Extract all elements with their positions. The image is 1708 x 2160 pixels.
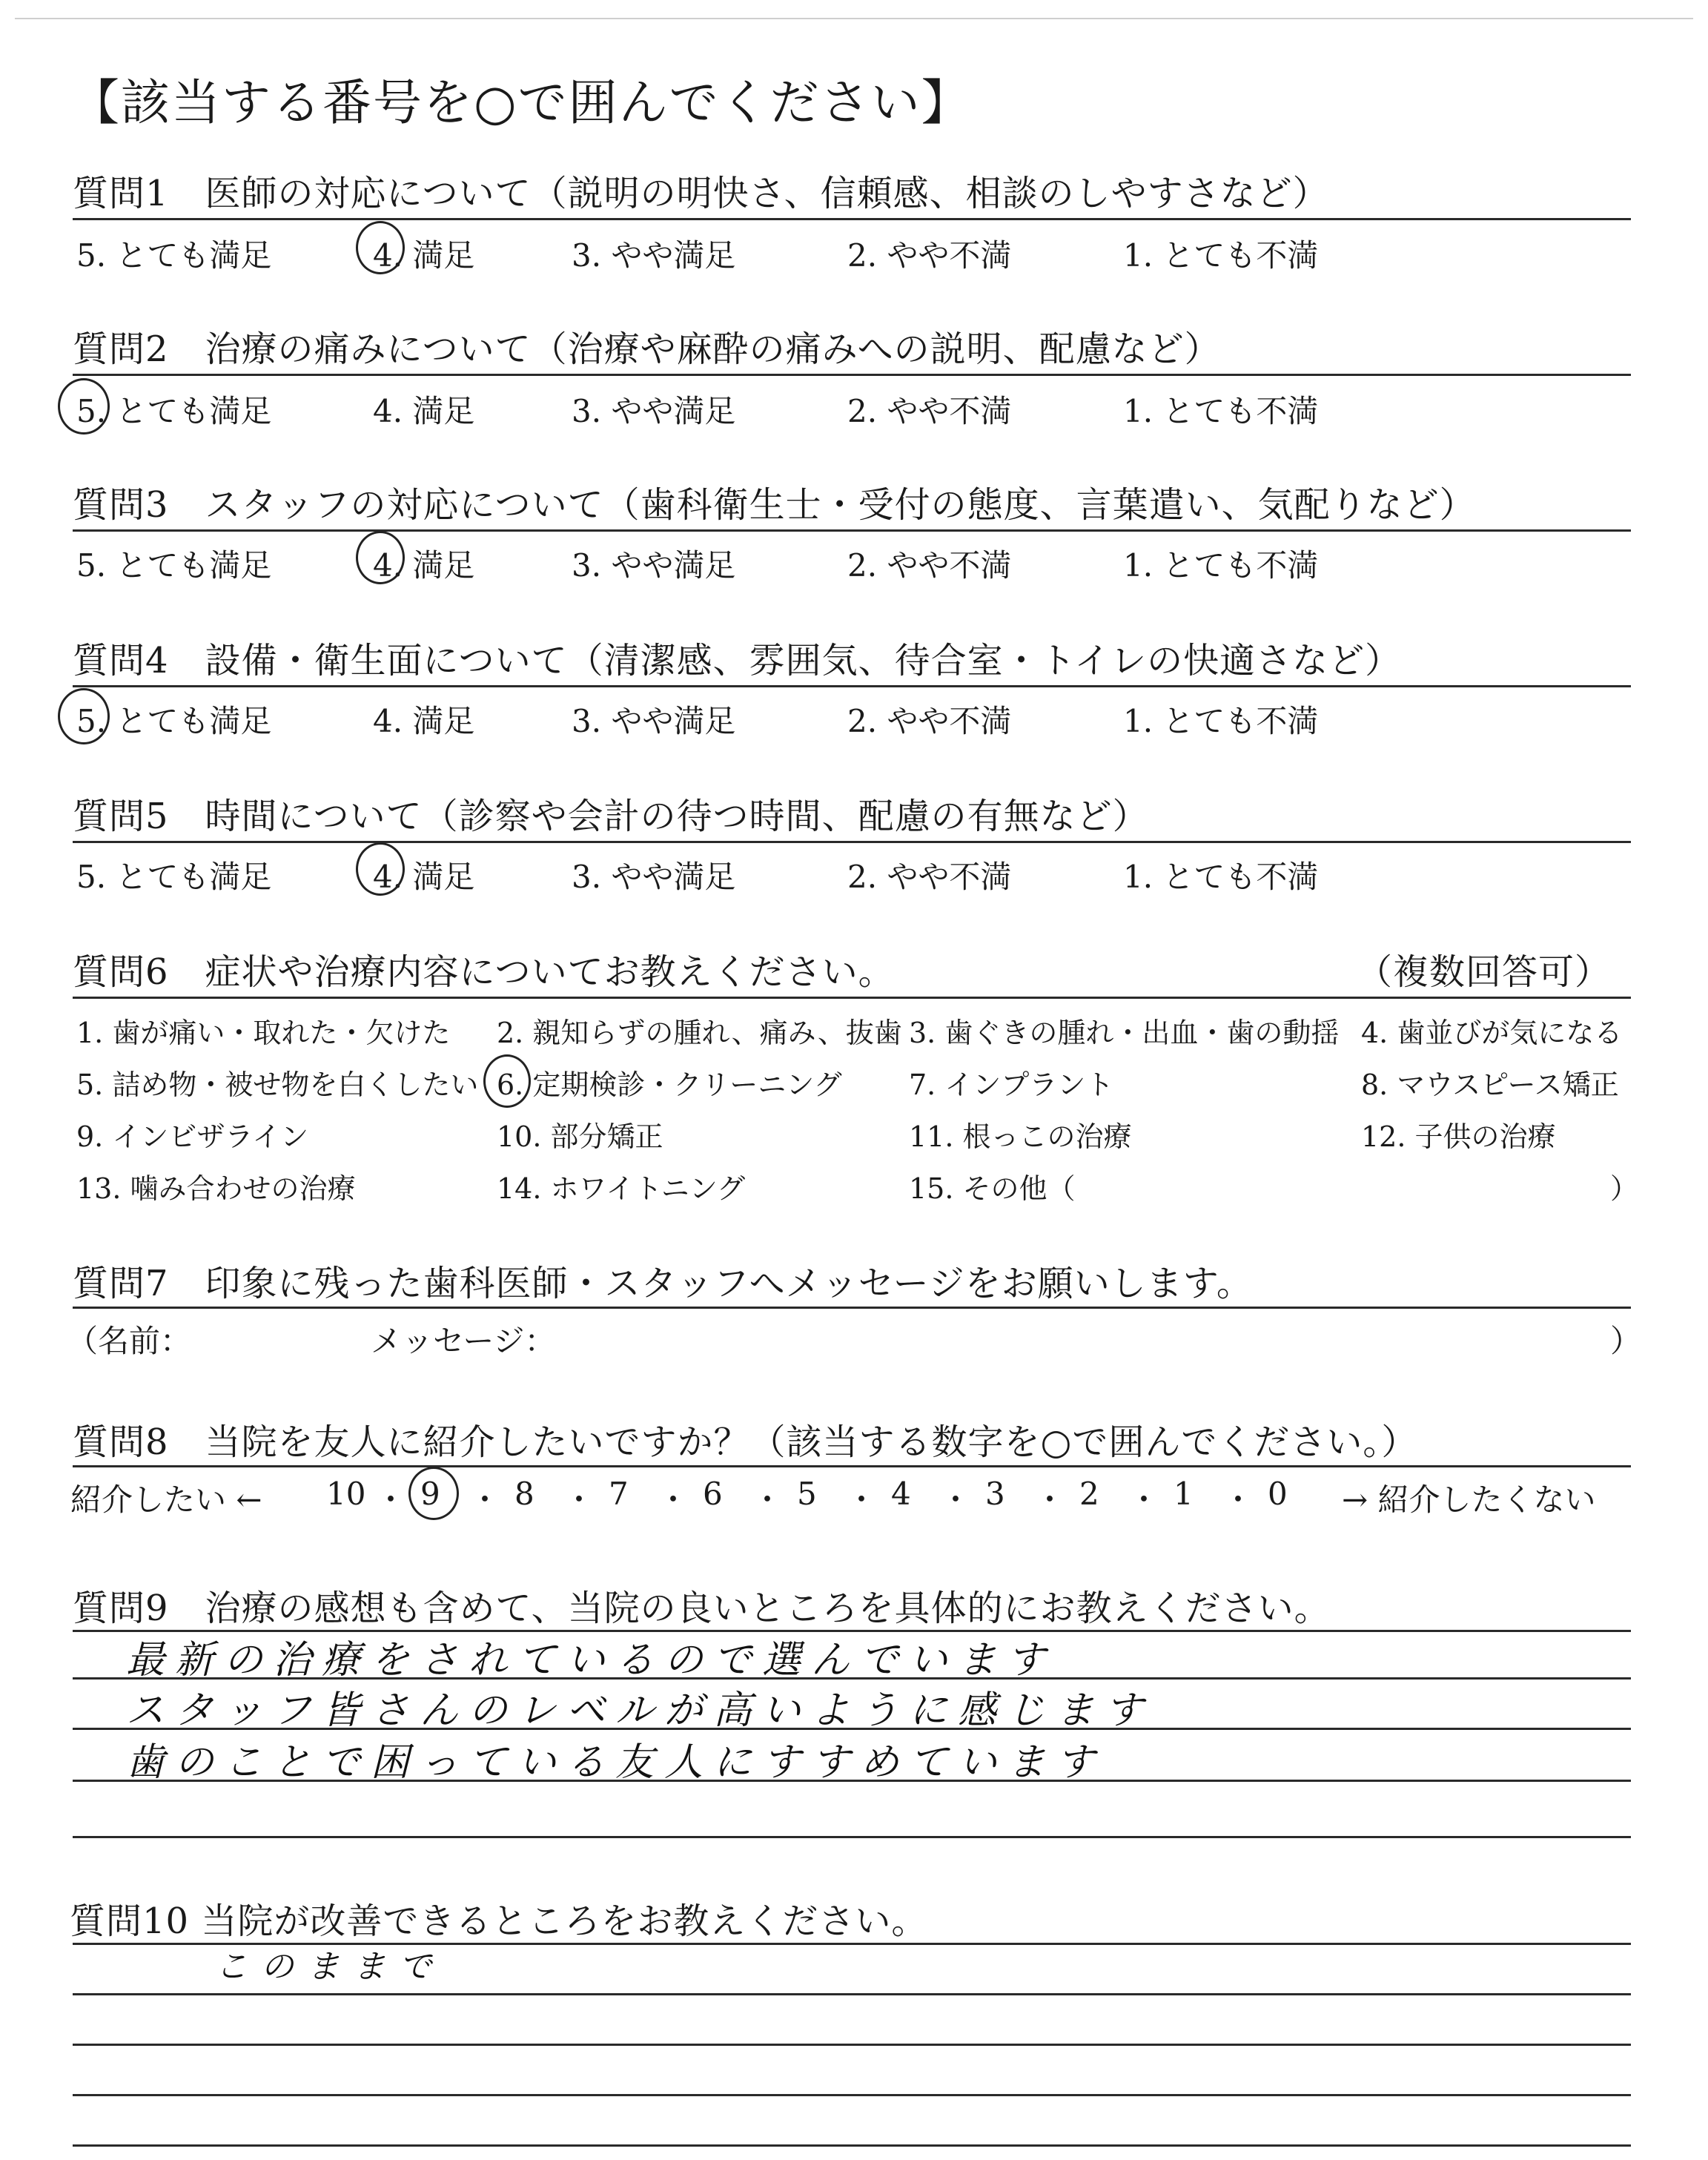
q8-scale-value[interactable]: 3 [985,1476,1005,1512]
scan-edge-line [15,18,1693,19]
question-8-title: 質問8 当院を友人に紹介したいですか？（該当する数字を○で囲んでください。） [73,1421,1418,1463]
q6-option-4[interactable]: 4. 歯並びが気になる [1361,1017,1623,1049]
q8-scale-value[interactable]: 5 [797,1476,817,1512]
q9-rule-5 [73,1836,1631,1838]
q6-option-3[interactable]: 3. 歯ぐきの腫れ・出血・歯の動揺 [909,1017,1340,1049]
q3-option-3[interactable]: 3. やや満足 [572,547,736,584]
q2-option-4[interactable]: 4. 満足 [373,393,475,429]
q8-scale-separator: ・ [563,1482,595,1518]
q8-scale-separator: ・ [846,1482,878,1518]
q3-selection-circle [356,531,405,584]
q10-rule-5 [73,2144,1631,2147]
q2-option-3[interactable]: 3. やや満足 [572,393,736,429]
question-2-title: 質問2 治療の痛みについて（治療や麻酔の痛みへの説明、配慮など） [73,328,1221,370]
q1-option-5[interactable]: 5. とても満足 [76,237,272,274]
question-1-rule [73,218,1631,220]
q10-rule-2 [73,1993,1631,1995]
q4-option-3[interactable]: 3. やや満足 [572,703,736,739]
q8-scale-value[interactable]: 1 [1174,1476,1194,1512]
question-5-rule [73,841,1631,843]
q4-option-1[interactable]: 1. とても不満 [1123,703,1319,739]
q5-option-1[interactable]: 1. とても不満 [1123,859,1319,895]
q8-scale-separator: ・ [940,1482,972,1518]
q8-scale-value[interactable]: 0 [1268,1476,1288,1512]
q5-option-4[interactable]: 4. 満足 [373,859,475,895]
q3-option-1[interactable]: 1. とても不満 [1123,547,1319,584]
question-6-note: （複数回答可） [1357,951,1612,993]
question-3-title: 質問3 スタッフの対応について（歯科衛生士・受付の態度、言葉遣い、気配りなど） [73,484,1476,526]
q2-option-5[interactable]: 5. とても満足 [76,393,272,429]
q6-selection-circle [483,1054,531,1108]
q1-option-2[interactable]: 2. やや不満 [847,237,1012,274]
q8-scale-value[interactable]: 6 [703,1476,723,1512]
q7-close-paren: ） [1610,1323,1642,1359]
q8-scale-separator: ・ [375,1482,407,1518]
q5-option-3[interactable]: 3. やや満足 [572,859,736,895]
q6-option-6[interactable]: 6. 定期検診・クリーニング [497,1069,842,1101]
question-6-title: 質問6 症状や治療内容についてお教えください。 [73,951,895,993]
q6-option-15[interactable]: 15. その他（ [909,1172,1076,1205]
q8-selection-circle [408,1467,459,1520]
q4-option-4[interactable]: 4. 満足 [373,703,475,739]
q6-option-9[interactable]: 9. インビザライン [76,1120,309,1153]
q3-option-4[interactable]: 4. 満足 [373,547,475,584]
q8-scale-separator: ・ [1128,1482,1160,1518]
page-header: 【該当する番号を○で囲んでください】 [70,74,972,131]
q6-option-11[interactable]: 11. 根っこの治療 [909,1120,1132,1153]
q6-option-7[interactable]: 7. インプラント [909,1069,1114,1101]
q6-option-12[interactable]: 12. 子供の治療 [1361,1120,1556,1153]
q6-option-8[interactable]: 8. マウスピース矯正 [1361,1069,1619,1101]
q5-selection-circle [356,842,405,896]
q8-scale-separator: ・ [752,1482,784,1518]
q10-handwritten-answer: このままで [215,1948,445,1986]
q8-scale-value[interactable]: 7 [609,1476,629,1512]
q6-option-10[interactable]: 10. 部分矯正 [497,1120,663,1153]
q8-scale-value[interactable]: 8 [514,1476,534,1512]
question-1-title: 質問1 医師の対応について（説明の明快さ、信頼感、相談のしやすさなど） [73,173,1329,214]
q8-scale-value[interactable]: 9 [420,1476,440,1512]
q8-scale-value[interactable]: 2 [1079,1476,1099,1512]
question-3-rule [73,529,1631,532]
q8-scale-separator: ・ [1222,1482,1254,1518]
q1-selection-circle [356,221,405,274]
q4-option-2[interactable]: 2. やや不満 [847,703,1012,739]
q10-rule-4 [73,2094,1631,2096]
q5-option-2[interactable]: 2. やや不満 [847,859,1012,895]
q8-right-label: → 紹介したくない [1342,1482,1596,1518]
question-9-title: 質問9 治療の感想も含めて、当院の良いところを具体的にお教えください。 [73,1588,1331,1629]
q9-handwritten-line-3: 歯のことで困っている友人にすすめています [126,1740,1105,1785]
q10-rule-3 [73,2044,1631,2046]
q9-handwritten-line-1: 最新の治療をされているので選んでいます [126,1638,1056,1682]
q6-option-15-close: ） [1610,1172,1639,1205]
q7-message-label: メッセージ： [371,1323,556,1359]
q7-name-label: （名前： [67,1323,192,1359]
q6-option-13[interactable]: 13. 噛み合わせの治療 [76,1172,356,1205]
q1-option-1[interactable]: 1. とても不満 [1123,237,1319,274]
question-5-title: 質問5 時間について（診察や会計の待つ時間、配慮の有無など） [73,796,1149,837]
question-8-rule [73,1465,1631,1467]
q4-selection-circle [58,688,110,744]
question-4-title: 質問4 設備・衛生面について（清潔感、雰囲気、待合室・トイレの快適さなど） [73,640,1402,681]
q6-option-2[interactable]: 2. 親知らずの腫れ、痛み、抜歯 [497,1017,902,1049]
q8-scale-separator: ・ [469,1482,501,1518]
q9-handwritten-line-2: スタッフ皆さんのレベルが高いように感じます [126,1688,1154,1733]
question-4-rule [73,685,1631,687]
question-7-title: 質問7 印象に残った歯科医師・スタッフへメッセージをお願いします。 [73,1263,1253,1304]
q8-left-label: 紹介したい ← [70,1482,262,1518]
q2-selection-circle [58,378,110,435]
q3-option-2[interactable]: 2. やや不満 [847,547,1012,584]
q2-option-1[interactable]: 1. とても不満 [1123,393,1319,429]
q8-scale-value[interactable]: 4 [891,1476,911,1512]
q5-option-5[interactable]: 5. とても満足 [76,859,272,895]
q8-scale-separator: ・ [658,1482,689,1518]
q8-scale-separator: ・ [1034,1482,1066,1518]
q1-option-3[interactable]: 3. やや満足 [572,237,736,274]
question-6-rule [73,997,1631,999]
q6-option-5[interactable]: 5. 詰め物・被せ物を白くしたい [76,1069,479,1101]
q1-option-4[interactable]: 4. 満足 [373,237,475,274]
q6-option-14[interactable]: 14. ホワイトニング [497,1172,746,1205]
q8-scale-value[interactable]: 10 [326,1476,366,1512]
question-10-title: 質問10 当院が改善できるところをお教えください。 [70,1900,928,1942]
q2-option-2[interactable]: 2. やや不満 [847,393,1012,429]
q3-option-5[interactable]: 5. とても満足 [76,547,272,584]
question-7-rule [73,1307,1631,1309]
q6-option-1[interactable]: 1. 歯が痛い・取れた・欠けた [76,1017,451,1049]
q4-option-5[interactable]: 5. とても満足 [76,703,272,739]
question-2-rule [73,374,1631,376]
